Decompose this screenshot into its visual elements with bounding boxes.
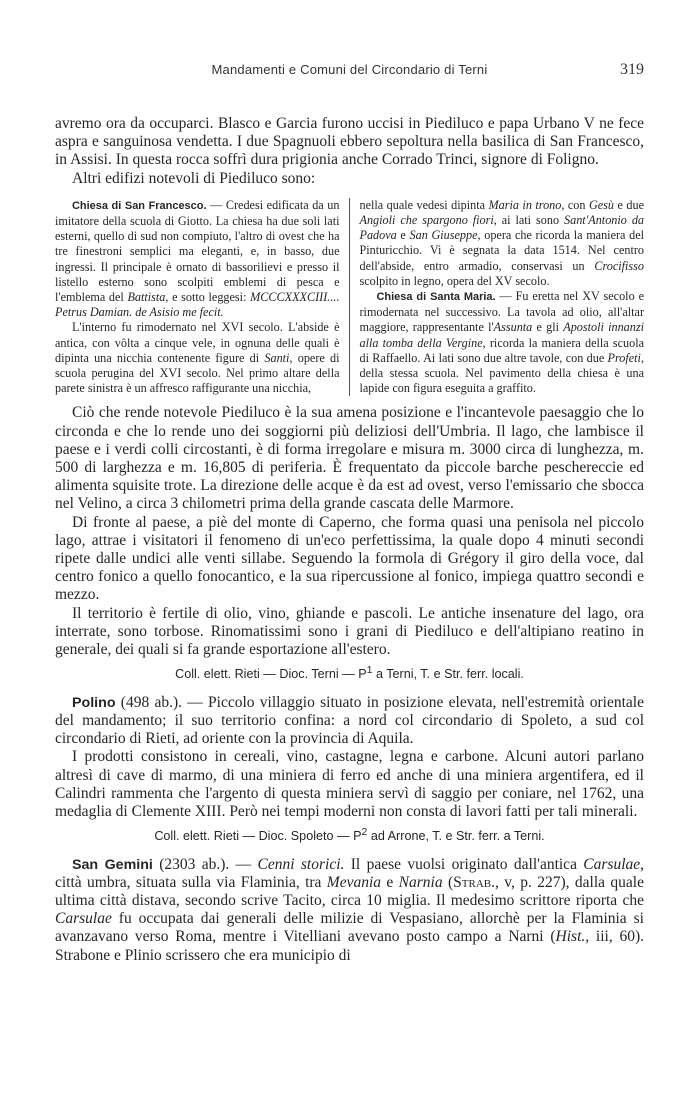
- column-paragraph: L'interno fu rimodernato nel XVI secolo. L'abside è antica, con vôlta a cinque vele, in ognuna delle quali è dipinta una nicchia contenente figure di Santi, opere di scuola perugina del XVI secolo. Nel primo altare della parete sinistra è un affresco raffigurante una nicchia,: [55, 320, 340, 396]
- running-header: [55, 62, 644, 84]
- text-body: [55, 115, 644, 965]
- entry-heading: San Gemini: [72, 856, 153, 873]
- column-paragraph: nella quale vedesi dipinta Maria in trono, con Gesù e due Angioli che spargono fiori, ai lati sono Sant'Antonio da Padova e San Giuseppe, opera che ricorda la maniera del Pinturicchio. Vi è segnata la data 1514. Nel centro dell'abside, entro armadio, conservasi un Crocifisso scolpito in legno, opera del XV secolo.: [359, 197, 645, 288]
- section-heading: Chiesa di Santa Maria.: [376, 291, 496, 304]
- section-heading: Chiesa di San Francesco.: [72, 199, 207, 212]
- paragraph: Altri edifizi notevoli di Piediluco sono:: [72, 169, 316, 187]
- paragraph: I prodotti consistono in cereali, vino, castagne, legna e carbone. Alcuni autori parlano altresì di cave di marmo, di una miniera di ferro ed anche di una miniera argentifera, ed il Calindri rammenta che l'argento di questa miniera servì di saggio per coniare, nel 1762, una medaglia di Clemente XIII. Però nei tempi moderni non consta di lavori fatti per tali minerali.: [55, 748, 644, 820]
- paragraph: Ciò che rende notevole Piediluco è la sua amena posizione e l'incantevole paesaggio che lo circonda e che lo rende uno dei soggiorni più deliziosi dell'Umbria. Il lago, che lambisce il paese e i verdi colli circostanti, è di forma irregolare e misura m. 3000 circa di lunghezza, m. 500 di larghezza e m. 16,805 di periferia. È frequentato da piccole barche peschereccie ed alimenta squisite trote. La direzione delle acque è da est ad ovest, verso l'emissario che sbocca nel Velino, a circa 3 chilometri prima della grande cascata delle Marmore.: [55, 404, 644, 513]
- paragraph: Di fronte al paese, a piè del monte di Caperno, che forma quasi una penisola nel piccolo lago, attrae i visitatori il fenomeno di un'eco perfettissima, la quale dopo 4 minuti secondi ripete dalle undici alle venti sillabe. Seguendo la formola di Grégory il giro della voce, dal centro fonico a quello fonocantico, e la sua ripercussione al fonico, impiega quattro secondi e mezzo.: [55, 513, 644, 604]
- entry-heading: Polino: [72, 694, 116, 711]
- paragraph: Il territorio è fertile di olio, vino, ghiande e pascoli. Le antiche insenature del lago, ora interrate, sono torbose. Rinomatissimi sono i grani di Piediluco e dell'altipiano reatino in generale, dei quali si fa grande esportazione all'estero.: [55, 604, 644, 659]
- entry-paragraph: San Gemini (2303 ab.). — Cenni storici. Il paese vuolsi originato dall'antica Carsulae, città umbra, situata sulla via Flaminia, tra Mevania e Narnia (Strab., v, p. 227), dalla quale ultima città distava, secondo scrive Tacito, circa 10 miglia. Il medesimo scrittore riporta che Carsulae fu occupata dai generali delle milizie di Vespasiano, allorchè per la Flaminia si avanzavano verso Roma, mentre i Vitelliani avevano posto campo a Narni (Hist., iii, 60). Strabone e Plinio scrissero che era municipio di: [55, 855, 645, 964]
- administrative-note: Coll. elett. Rieti — Dioc. Terni — $P^1$ a Terni, T. e Str. ferr. locali.: [175, 664, 524, 682]
- left-column: [55, 198, 350, 397]
- right-column: [360, 198, 645, 397]
- column-paragraph: Chiesa di Santa Maria. — Fu eretta nel XV secolo e rimodernata nel successivo. La tavola ad olio, all'altar maggiore, rappresentante l'Assunta e gli Apostoli innanzi alla tomba della Vergine, ricorda la maniera della scuola di Raffaello. Ai lati sono due altre tavole, con due Profeti, della stessa scuola. Nel pavimento della chiesa è una lapide con figura eseguita a graffito.: [359, 289, 644, 396]
- two-column-section: [55, 198, 644, 397]
- column-paragraph: Chiesa di San Francesco. — Credesi edificata da un imitatore della scuola di Giotto. La chiesa ha due soli lati esterni, quello di sud non compiuto, l'altro di ovest che ha tre finestroni semplici ma eleganti, e, in basso, due ingressi. Il principale è ornato di bassorilievi e presso il listello esterno sono scolpiti emblemi di pesca e l'emblema del Battista, e sotto leggesi: MCCCXXXCIII.... Petrus Damian. de Asisio me fecit.: [55, 197, 340, 320]
- paragraph: avremo ora da occuparci. Blasco e Garcia furono uccisi in Piediluco e papa Urbano V ne fece aspra e sanguinosa vendetta. I due Spagnuoli ebbero sepoltura nella basilica di San Francesco, in Assisi. In questa rocca soffrì dura prigionia anche Corrado Trinci, signore di Foligno.: [55, 115, 644, 169]
- entry-paragraph: Polino (498 ab.). — Piccolo villaggio situato in posizione elevata, nell'estremità orientale del mandamento; il suo territorio confina: a nord col circondario di Spoleto, a sud col circondario di Rieti, ad oriente con la provincia di Aquila.: [55, 693, 644, 748]
- running-title: Mandamenti e Comuni del Circondario di Terni: [211, 62, 488, 77]
- administrative-note: Coll. elett. Rieti — Dioc. Spoleto — $P^2$ ad Arrone, T. e Str. ferr. a Terni.: [154, 826, 545, 844]
- page-number: 319: [620, 61, 644, 78]
